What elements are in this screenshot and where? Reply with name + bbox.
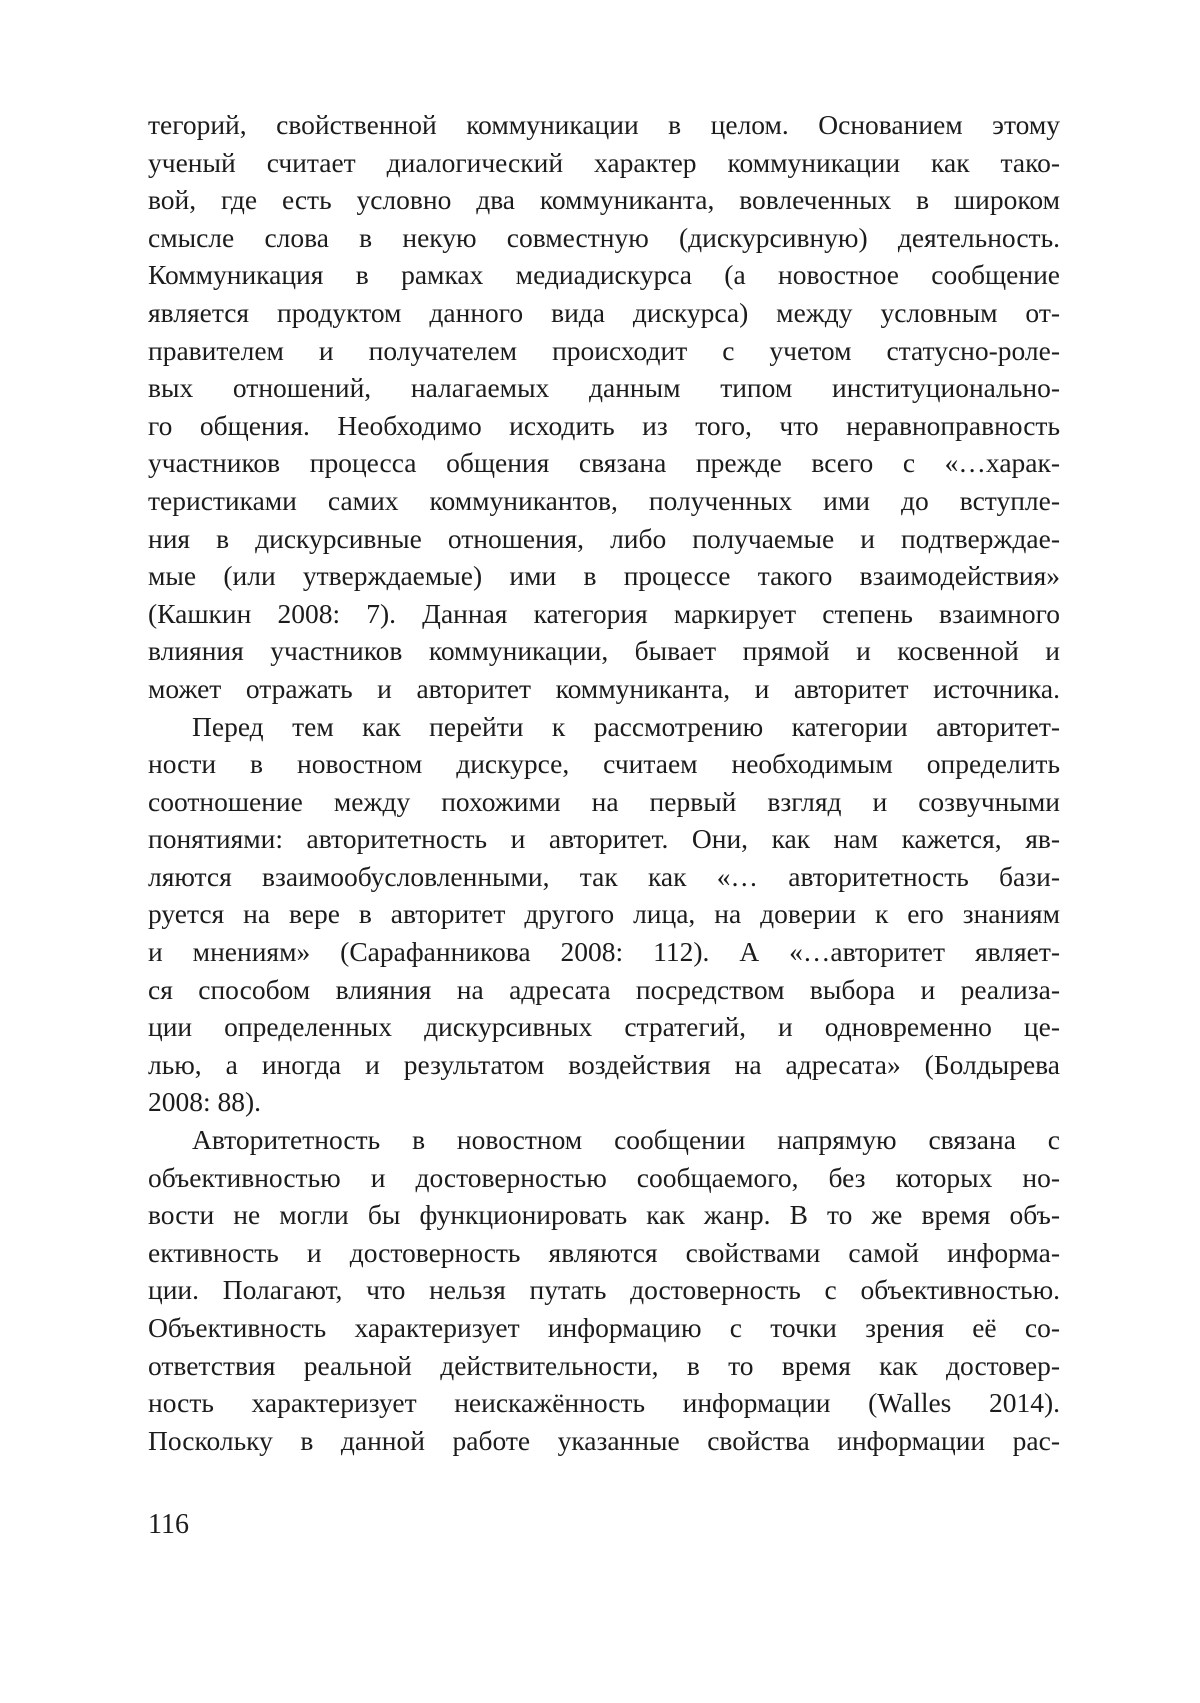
text-line: вой, где есть условно два коммуниканта, вовлеченных в широком bbox=[148, 184, 1060, 216]
text-line: участников процесса общения связана прежде всего с «…харак- bbox=[148, 447, 1060, 479]
text-line: объективностью и достоверностью сообщаемого, без которых но- bbox=[148, 1161, 1060, 1193]
text-line: является продуктом данного вида дискурса) между условным от- bbox=[148, 296, 1060, 328]
page-number: 116 bbox=[148, 1509, 189, 1540]
text-line: ученый считает диалогический характер коммуникации как тако- bbox=[148, 146, 1060, 178]
text-line: смысле слова в некую совместную (дискурсивную) деятельность. bbox=[148, 221, 1060, 253]
text-line: ности в новостном дискурсе, считаем необходимым определить bbox=[148, 748, 1060, 780]
text-line: (Кашкин 2008: 7). Данная категория маркирует степень взаимного bbox=[148, 597, 1060, 629]
text-line: ляются взаимообусловленными, так как «… авторитетность бази- bbox=[148, 860, 1060, 892]
text-line: может отражать и авторитет коммуниканта, и авторитет источника. bbox=[148, 672, 1060, 704]
body-text bbox=[148, 106, 1060, 1459]
text-line: Коммуникация в рамках медиадискурса (а новостное сообщение bbox=[148, 259, 1060, 291]
text-line: ответствия реальной действительности, в то время как достовер- bbox=[148, 1349, 1060, 1381]
text-line: понятиями: авторитетность и авторитет. Они, как нам кажется, яв- bbox=[148, 823, 1060, 855]
text-line: ции. Полагают, что нельзя путать достоверность с объективностью. bbox=[148, 1274, 1060, 1306]
paragraph bbox=[148, 106, 1060, 708]
text-line: лью, а иногда и результатом воздействия на адресата» (Болдырева bbox=[148, 1048, 1060, 1080]
text-line: и мнениям» (Сарафанникова 2008: 112). А «…авторитет являет- bbox=[148, 936, 1060, 968]
text-line: ции определенных дискурсивных стратегий, и одновременно це- bbox=[148, 1011, 1060, 1043]
text-line: правителем и получателем происходит с учетом статусно-роле- bbox=[148, 334, 1060, 366]
text-line: ния в дискурсивные отношения, либо получаемые и подтверждае- bbox=[148, 522, 1060, 554]
text-line: Поскольку в данной работе указанные свойства информации рас- bbox=[148, 1424, 1060, 1456]
paragraph bbox=[148, 1121, 1060, 1459]
text-line: ность характеризует неискажённость информации (Walles 2014). bbox=[148, 1387, 1060, 1419]
text-line: Объективность характеризует информацию с точки зрения её со- bbox=[148, 1312, 1060, 1343]
text-line: Перед тем как перейти к рассмотрению категории авторитет- bbox=[192, 710, 1060, 742]
text-line: теристиками самих коммуникантов, полученных ими до вступле- bbox=[148, 484, 1060, 516]
text-line: го общения. Необходимо исходить из того, что неравноправность bbox=[148, 409, 1060, 441]
text-line: соотношение между похожими на первый взгляд и созвучными bbox=[148, 785, 1060, 817]
text-line: тегорий, свойственной коммуникации в целом. Основанием этому bbox=[148, 109, 1060, 140]
text-line: вости не могли бы функционировать как жанр. В то же время объ- bbox=[148, 1199, 1060, 1231]
text-line: руется на вере в авторитет другого лица, на доверии к его знаниям bbox=[148, 898, 1060, 930]
text-line: 2008: 88). bbox=[148, 1086, 262, 1118]
paragraph bbox=[148, 708, 1060, 1122]
text-line: Авторитетность в новостном сообщении напрямую связана с bbox=[192, 1124, 1060, 1156]
text-line: ся способом влияния на адресата посредством выбора и реализа- bbox=[148, 973, 1060, 1005]
text-line: ективность и достоверность являются свойствами самой информа- bbox=[148, 1236, 1060, 1268]
text-line: влияния участников коммуникации, бывает прямой и косвенной и bbox=[148, 635, 1060, 667]
text-line: вых отношений, налагаемых данным типом институционально- bbox=[148, 372, 1060, 404]
text-line: мые (или утверждаемые) ими в процессе такого взаимодействия» bbox=[148, 560, 1060, 592]
